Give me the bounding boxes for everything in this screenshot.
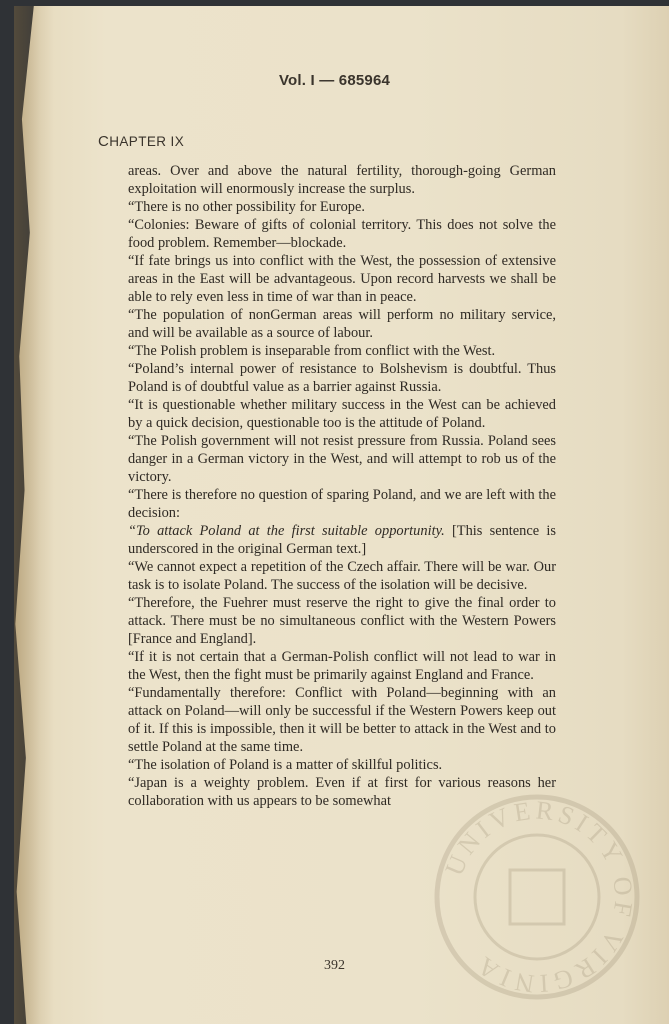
paragraph: “The population of nonGerman areas will perform no military service, and will be available as a source of labour. — [128, 307, 556, 341]
body-text — [128, 162, 556, 810]
paragraph: “We cannot expect a repetition of the Czech affair. There will be war. Our task is to isolate Poland. The success of the isolation will be decisive. — [128, 559, 556, 593]
chapter-initial: C — [98, 133, 110, 150]
paragraph: “Poland’s internal power of resistance to Bolshevism is doubtful. Thus Poland is of doubtful value as a barrier against Russia. — [128, 361, 556, 395]
paragraph: “Fundamentally therefore: Conflict with Poland—beginning with an attack on Poland—will only be successful if the Western Powers keep out of it. If this is impossible, then it will be better to attack in the West and to settle Poland at the same time. — [128, 685, 556, 755]
paragraph: “Therefore, the Fuehrer must reserve the right to give the final order to attack. There must be no simultaneous conflict with the Western Powers [France and England]. — [128, 595, 556, 647]
italic-paragraph — [128, 522, 556, 558]
paragraph: “Colonies: Beware of gifts of colonial territory. This does not solve the food problem. Remember—blockade. — [128, 217, 556, 251]
paragraph: “There is no other possibility for Europe. — [128, 199, 365, 215]
page-number: 392 — [324, 958, 345, 973]
chapter-rest: HAPTER IX — [109, 134, 185, 149]
paragraph: areas. Over and above the natural fertility, thorough-going German exploitation will enormously increase the surplus. — [128, 163, 556, 197]
paragraph: “If fate brings us into conflict with the West, the possession of extensive areas in the East will be advantageous. Upon record harvests we shall be able to rely even less in time of war than in peace. — [128, 253, 556, 305]
paragraph: “The Polish problem is inseparable from conflict with the West. — [128, 343, 496, 359]
chapter-heading — [98, 133, 184, 150]
paragraph: “There is therefore no question of sparing Poland, and we are left with the decision: — [128, 487, 556, 521]
italic-quote: “To attack Poland at the first suitable opportunity. — [128, 523, 445, 539]
page-header: Vol. I — 685964 — [278, 72, 391, 89]
paragraph: “The isolation of Poland is a matter of skillful politics. — [128, 757, 443, 773]
paragraph: “The Polish government will not resist pressure from Russia. Poland sees danger in a German victory in the West, and will attempt to rob us of the victory. — [128, 433, 556, 485]
paragraph: “It is questionable whether military success in the West can be achieved by a quick decision, questionable too is the attitude of Poland. — [128, 397, 556, 431]
paragraph: “Japan is a weighty problem. Even if at first for various reasons her collaboration with us appears to be somewhat — [128, 775, 556, 809]
editor-note: [This sentence is underscored in the original German text.] — [128, 523, 556, 557]
paragraph: “If it is not certain that a German-Polish conflict will not lead to war in the West, then the fight must be primarily against England and France. — [128, 649, 556, 683]
